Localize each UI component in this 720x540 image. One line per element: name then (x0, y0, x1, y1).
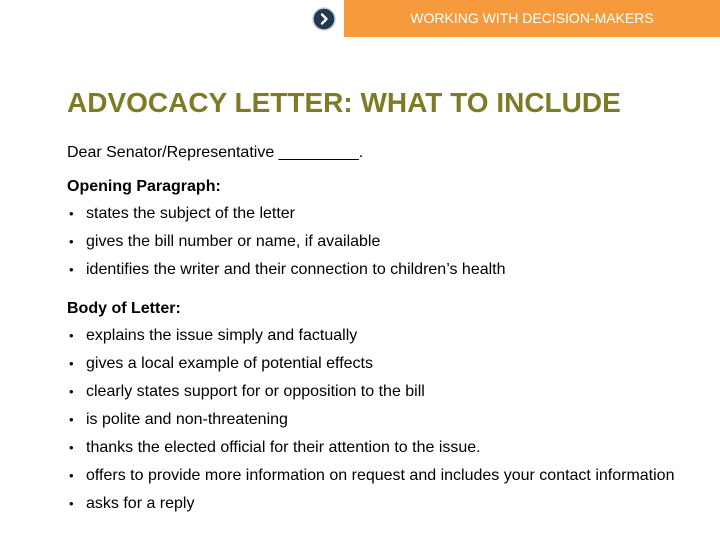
list-item (67, 382, 707, 402)
bullet-icon: • (69, 412, 74, 427)
bullet-icon: • (69, 496, 74, 511)
slide-body (67, 143, 707, 522)
page-title: ADVOCACY LETTER: WHAT TO INCLUDE (67, 87, 621, 118)
body-of-letter-heading: Body of Letter: (67, 300, 181, 317)
bullet-icon: • (69, 384, 74, 399)
bullet-icon: • (69, 468, 74, 483)
bullet-icon: • (69, 356, 74, 371)
bullet-icon: • (69, 262, 74, 277)
list-item-text: identifies the writer and their connection to children’s health (86, 261, 506, 278)
list-item-text: gives the bill number or name, if available (86, 233, 381, 250)
list-item-text: states the subject of the letter (86, 205, 296, 222)
list-item-text: thanks the elected official for their attention to the issue. (86, 439, 481, 456)
opening-paragraph-heading: Opening Paragraph: (67, 178, 221, 195)
bullet-icon: • (69, 206, 74, 221)
chevron-right-circle-icon (312, 7, 336, 31)
list-item (67, 438, 707, 458)
list-item-text: is polite and non-threatening (86, 411, 288, 428)
list-item-text: explains the issue simply and factually (86, 327, 358, 344)
list-item (67, 260, 707, 280)
list-item (67, 232, 707, 252)
bullet-icon: • (69, 234, 74, 249)
list-item (67, 354, 707, 374)
list-item (67, 494, 707, 514)
list-item-text: offers to provide more information on request and includes your contact information (86, 467, 675, 484)
list-item (67, 410, 707, 430)
list-item-text: gives a local example of potential effects (86, 355, 373, 372)
opening-paragraph-list (67, 204, 707, 280)
list-item-text: clearly states support for or opposition to the bill (86, 383, 425, 400)
list-item (67, 466, 707, 486)
section-spacer (67, 288, 707, 299)
list-item (67, 204, 707, 224)
bullet-icon: • (69, 440, 74, 455)
body-of-letter-list (67, 326, 707, 514)
list-item (67, 326, 707, 346)
list-item-text: asks for a reply (86, 495, 195, 512)
bullet-icon: • (69, 328, 74, 343)
salutation: Dear Senator/Representative _________. (67, 144, 364, 161)
section-banner: WORKING WITH DECISION-MAKERS (344, 0, 720, 37)
next-slide-button[interactable] (312, 7, 336, 31)
